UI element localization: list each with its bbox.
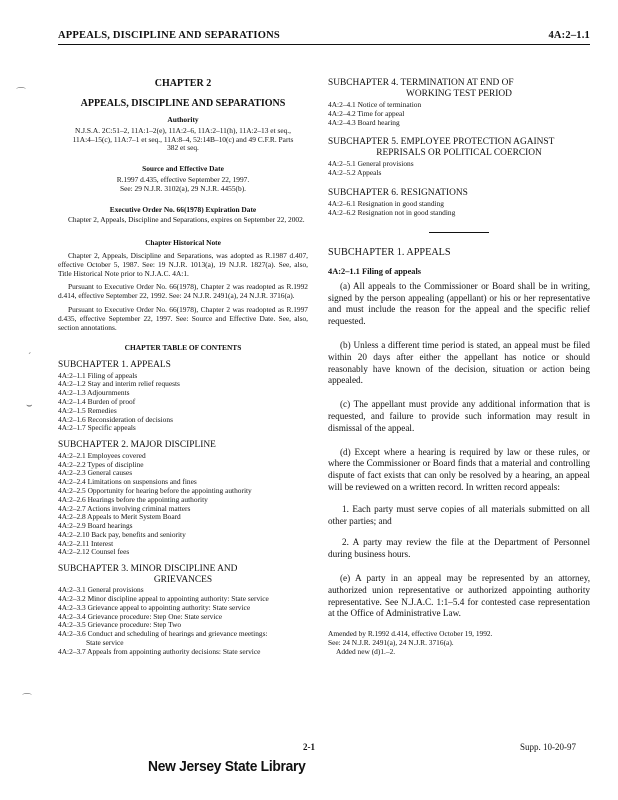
paragraph-d-2: 2. A party may review the file at the Department of Personnel during business hours. xyxy=(328,537,590,560)
toc-item: 4A:2–2.5 Opportunity for hearing before the appointing authority xyxy=(58,485,252,495)
margin-mark-icon: ˊ xyxy=(28,352,32,363)
toc-item: 4A:2–2.11 Interest xyxy=(58,538,114,548)
toc-item: 4A:2–2.1 Employees covered xyxy=(58,450,146,460)
toc-subchapter-1: SUBCHAPTER 1. APPEALS xyxy=(58,360,171,371)
toc-subchapter-5-line-1: SUBCHAPTER 5. EMPLOYEE PROTECTION AGAINST xyxy=(328,137,555,148)
toc-item: 4A:2–2.2 Types of discipline xyxy=(58,459,144,469)
amendment-line-1: Amended by R.1992 d.414, effective October 19, 1992. xyxy=(328,629,493,639)
toc-item: 4A:2–1.5 Remedies xyxy=(58,405,117,415)
toc-item: 4A:2–2.12 Counsel fees xyxy=(58,547,130,557)
toc-item: 4A:2–1.1 Filing of appeals xyxy=(58,370,138,380)
library-stamp: New Jersey State Library xyxy=(148,758,306,775)
paragraph-e: (e) A party in an appeal may be represented by an attorney, authorized union representative or authorized appointing authority representative. See N.J.A.C. 1:1–5.4 for contested case representation at the Office of Administrative Law. xyxy=(328,573,590,619)
header-title: APPEALS, DISCIPLINE AND SEPARATIONS xyxy=(58,30,280,41)
toc-item-continuation: State service xyxy=(86,638,124,648)
toc-item: 4A:2–4.2 Time for appeal xyxy=(328,108,405,118)
authority-text: N.J.S.A. 2C:51–2, 11A:1–2(e), 11A:2–6, 11A:2–11(h), 11A:2–13 et seq., 11A:4–15(c), 11A:7–1 et seq., 11A:8–4, 52:14B–10(c) and 49 C.F.R. Parts 382 et seq. xyxy=(72,125,294,153)
toc-item: 4A:2–1.3 Adjournments xyxy=(58,388,130,398)
eo-heading: Executive Order No. 66(1978) Expiration Date xyxy=(109,204,257,214)
header-section-number: 4A:2–1.1 xyxy=(548,30,590,41)
toc-item: 4A:2–2.7 Actions involving criminal matters xyxy=(58,503,191,513)
toc-item: 4A:2–1.6 Reconsideration of decisions xyxy=(58,414,173,424)
toc-item: 4A:2–2.3 General causes xyxy=(58,468,133,478)
margin-mark-icon: ⌣ xyxy=(26,400,33,411)
paragraph-a: (a) All appeals to the Commissioner or Board shall be in writing, signed by the person appealing (appellant) or his or her representative and must include the reason for the appeal and the specific relief requested. xyxy=(328,280,590,327)
toc-item: 4A:2–3.1 General provisions xyxy=(58,585,144,595)
toc-item: 4A:2–5.2 Appeals xyxy=(328,168,382,178)
body-subchapter-heading: SUBCHAPTER 1. APPEALS xyxy=(328,247,451,259)
toc-item: 4A:2–2.4 Limitations on suspensions and fines xyxy=(58,477,197,487)
margin-mark-icon: ⌒ xyxy=(22,694,32,705)
toc-subchapter-2-list xyxy=(58,452,308,558)
toc-item: 4A:2–4.3 Board hearing xyxy=(328,117,400,127)
authority-heading: Authority xyxy=(167,115,199,124)
amendment-note xyxy=(328,630,590,656)
left-column xyxy=(58,78,308,657)
historical-note-p3: Pursuant to Executive Order No. 66(1978), Chapter 2 was readopted as R.1997 d.435, effective September 22, 1997. See: Source and Effective Date. See, also, section annotations. xyxy=(58,304,308,332)
toc-subchapter-4-list xyxy=(328,101,590,127)
toc-item: 4A:2–4.1 Notice of termination xyxy=(328,100,422,109)
toc-subchapter-4-line-1: SUBCHAPTER 4. TERMINATION AT END OF xyxy=(328,78,514,88)
section-divider xyxy=(429,232,489,233)
right-column xyxy=(328,78,590,657)
toc-item: 4A:2–1.7 Specific appeals xyxy=(58,423,136,433)
toc-item: 4A:2–6.2 Resignation not in good standing xyxy=(328,208,456,218)
toc-subchapter-3-list xyxy=(58,586,308,656)
toc-subchapter-6-list xyxy=(328,200,590,218)
toc-item: 4A:2–1.4 Burden of proof xyxy=(58,397,136,407)
paragraph-c: (c) The appellant must provide any additional information that is requested, and failure to provide such information may result in dismissal of the appeal. xyxy=(328,399,590,433)
toc-item: 4A:2–3.2 Minor discipline appeal to appointing authority: State service xyxy=(58,594,269,604)
toc-item: 4A:2–2.8 Appeals to Merit System Board xyxy=(58,512,181,522)
page-number: 2-1 xyxy=(303,742,315,752)
toc-item: 4A:2–2.10 Back pay, benefits and seniority xyxy=(58,529,186,539)
paragraph-d: (d) Except where a hearing is required by law or these rules, or where the Commissioner or Board finds that a material and controlling dispute of fact exists that can only be resolved by a hearing, an appeal will be reviewed on a written record. In written record appeals: xyxy=(328,446,590,493)
paragraph-b: (b) Unless a different time period is stated, an appeal must be filed within 20 days after either the appellant has notice or should reasonably have known of the decision, situation or action being appealed. xyxy=(328,340,590,386)
toc-subchapter-5-line-2: REPRISALS OR POLITICAL COERCION xyxy=(376,147,542,158)
amendment-line-2: See: 24 N.J.R. 2491(a), 24 N.J.R. 3716(a). xyxy=(328,638,454,647)
margin-mark-icon: ⌒ xyxy=(16,88,26,99)
toc-subchapter-3-line-2: GRIEVANCES xyxy=(153,574,213,585)
historical-note-heading: Chapter Historical Note xyxy=(145,238,221,248)
toc-item: 4A:2–6.1 Resignation in good standing xyxy=(328,199,444,209)
toc-subchapter-6: SUBCHAPTER 6. RESIGNATIONS xyxy=(328,187,468,198)
chapter-number: CHAPTER 2 xyxy=(154,78,212,89)
toc-subchapter-2: SUBCHAPTER 2. MAJOR DISCIPLINE xyxy=(58,440,216,451)
toc-subchapter-1-list xyxy=(58,372,308,434)
historical-note-p1: Chapter 2, Appeals, Discipline and Separations, was adopted as R.1987 d.407, effective October 5, 1987. See: 19 N.J.R. 1013(a), 19 N.J.R. 1827(a). See, also, Title Historical Note prior to N.J.A.C. 4A:1. xyxy=(58,250,308,278)
source-line-1: R.1997 d.435, effective September 22, 1997. xyxy=(116,174,250,184)
toc-subchapter-5-list xyxy=(328,160,590,178)
toc-item: 4A:2–3.6 Conduct and scheduling of hearings and grievance meetings: xyxy=(58,629,268,639)
running-header xyxy=(58,30,590,45)
toc-item: 4A:2–2.9 Board hearings xyxy=(58,521,133,531)
amendment-line-3: Added new (d)1.–2. xyxy=(336,646,396,656)
section-heading: 4A:2–1.1 Filing of appeals xyxy=(328,267,422,277)
historical-note-p2: Pursuant to Executive Order No. 66(1978), Chapter 2 was readopted as R.1992 d.414, effective September 22, 1992. See: 24 N.J.R. 2491(a), 24 N.J.R. 3716(a). xyxy=(58,282,308,301)
supplement-date: Supp. 10-20-97 xyxy=(520,742,576,752)
toc-subchapter-4-line-2: WORKING TEST PERIOD xyxy=(406,88,512,99)
toc-item: 4A:2–3.3 Grievance appeal to appointing authority: State service xyxy=(58,602,251,612)
toc-item: 4A:2–2.6 Hearings before the appointing authority xyxy=(58,494,208,504)
chapter-title: APPEALS, DISCIPLINE AND SEPARATIONS xyxy=(80,98,286,109)
toc-item: 4A:2–1.2 Stay and interim relief requests xyxy=(58,379,180,389)
source-heading: Source and Effective Date xyxy=(142,164,224,174)
toc-subchapter-3-line-1: SUBCHAPTER 3. MINOR DISCIPLINE AND xyxy=(58,564,238,575)
source-line-2: See: 29 N.J.R. 3102(a), 29 N.J.R. 4455(b). xyxy=(119,183,247,193)
eo-text: Chapter 2, Appeals, Discipline and Separations, expires on September 22, 2002. xyxy=(68,215,305,225)
toc-item: 4A:2–3.4 Grievance procedure: Step One: State service xyxy=(58,611,222,621)
toc-item: 4A:2–5.1 General provisions xyxy=(328,159,414,169)
toc-item: 4A:2–3.7 Appeals from appointing authority decisions: State service xyxy=(58,646,261,656)
toc-item: 4A:2–3.5 Grievance procedure: Step Two xyxy=(58,620,182,630)
toc-heading: CHAPTER TABLE OF CONTENTS xyxy=(124,343,242,353)
paragraph-d-1: 1. Each party must serve copies of all materials submitted on all other parties; and xyxy=(328,503,590,526)
